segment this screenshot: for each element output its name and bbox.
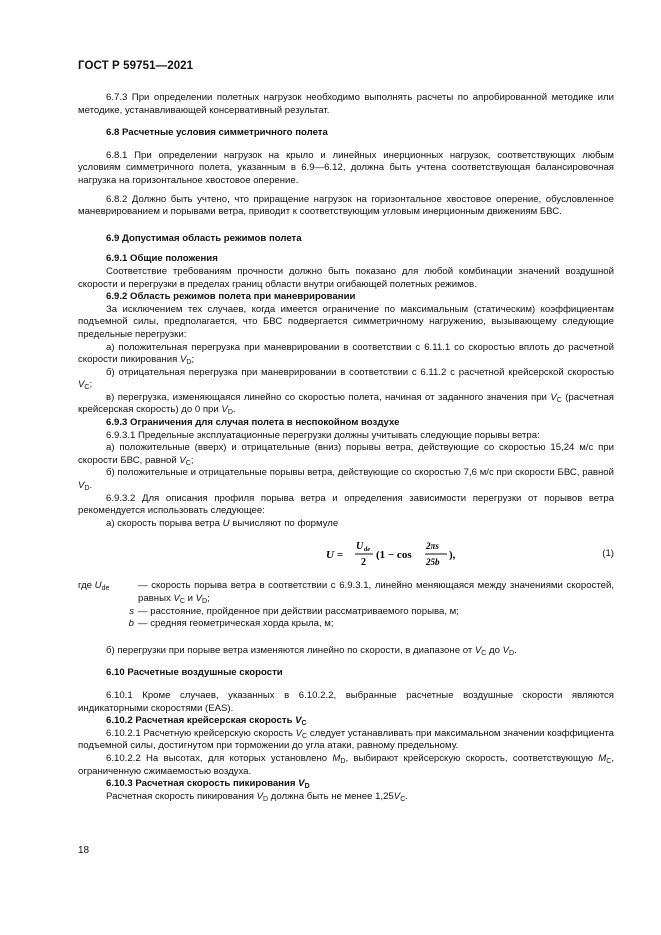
document-header: ГОСТ Р 59751—2021: [78, 60, 194, 72]
formula-num-sub: de: [364, 546, 371, 554]
para-6-10-2-2: 6.10.2.2 На высотах, для которых установлено $M_D$, выбирают крейсерскую скорость, соответствующую $M_C$, ограниченную сжимаемостью воздуха.: [78, 752, 614, 777]
where-block: [78, 580, 614, 630]
formula-1: [78, 536, 614, 572]
formula-inner-num: 2πs: [426, 541, 439, 552]
para-6-8-2: 6.8.2 Должно быть учтено, что приращение нагрузок на горизонтальное хвостовое оперение, обусловленное маневрированием и порывами ветра, приводит к соответствующим угловым инерционным движениям БВС.: [78, 193, 614, 218]
list-item-6-9-2-b: б) отрицательная перегрузка при маневрировании в соответствии с 6.11.2 с расчетной крейсерской скоростью $V_C$;: [78, 366, 614, 392]
heading-6-10-2: 6.10.2 Расчетная крейсерская скорость $V_C$: [106, 715, 307, 728]
list-item-6-9-3-1-b: б) положительные и отрицательные порывы ветра, действующие со скоростью 7,6 м/с при скорости БВС, равной $V_D$.: [78, 467, 614, 493]
formula-den: 2: [361, 557, 366, 569]
formula-num: U: [356, 541, 364, 553]
where-row-ude: где $U_{de}$ — скорость порыва ветра в соответствии с 6.9.3.1, линейно меняющаяся между значениями скоростей, равных $V_C$ и $V_D$;: [78, 580, 614, 605]
list-item-6-9-3-2-a: а) скорость порыва ветра U вычисляют по формуле: [106, 517, 339, 529]
formula-lhs: U =: [326, 549, 343, 562]
page-number: 18: [78, 845, 90, 856]
heading-6-10-3: 6.10.3 Расчетная скорость пикирования $V_D$: [106, 778, 310, 791]
formula-inner-den: 25b: [426, 557, 440, 568]
formula-open: (1 − cos: [376, 549, 412, 562]
formula-close: ),: [449, 549, 456, 562]
heading-6-10: 6.10 Расчетные воздушные скорости: [106, 667, 283, 679]
gust-formula: [326, 536, 486, 572]
where-row-b: b — средняя геометрическая хорда крыла, м;: [128, 618, 334, 630]
para-6-10-2-1: 6.10.2.1 Расчетную крейсерскую скорость $V_C$ следует устанавливать при максимальном значении коэффициента подъемной силы, достигнутом при торможении до угла атаки, равному предельному.: [78, 727, 615, 752]
where-row-s: s — расстояние, пройденное при действии рассматриваемого порыва, м;: [129, 605, 459, 617]
para-6-9-1: Соответствие требованиям прочности должно быть показано для любой комбинации значений воздушной скорости и перегрузки в пределах границ области внутри огибающей полетных режимов.: [78, 265, 614, 290]
list-item-6-9-3-1-a: а) положительные (вверх) и отрицательные (вниз) порывы ветра, действующие со скоростью 15,24 м/с при скорости БВС, равной $V_C$;: [78, 442, 614, 467]
document-body: [78, 92, 614, 803]
para-6-9-3-1: 6.9.3.1 Предельные эксплуатационные перегрузки должны учитывать следующие порывы ветра:: [106, 429, 540, 441]
heading-6-9-2: 6.9.2 Область режимов полета при маневрировании: [106, 291, 356, 303]
formula-number: (1): [602, 548, 614, 560]
heading-6-9-3: 6.9.3 Ограничения для случая полета в неспокойном воздухе: [106, 417, 400, 429]
para-6-7-3: 6.7.3 При определении полетных нагрузок необходимо выполнять расчеты по апробированной методике или методике, устанавливающей консервативный результат.: [78, 92, 614, 116]
heading-6-9-1: 6.9.1 Общие положения: [106, 253, 218, 265]
list-item-6-9-2-c: в) перегрузка, изменяющаяся линейно со скоростью полета, начиная от заданного значения при $V_C$ (расчетная крейсерская скорость) до 0 при $V_D$.: [78, 391, 614, 417]
list-item-6-9-3-2-b: б) перегрузки при порыве ветра изменяются линейно по скорости, в диапазоне от $V_C$ до $V_D$.: [106, 644, 517, 657]
para-6-10-3: Расчетная скорость пикирования $V_D$ должна быть не менее $1,25V_C$.: [106, 790, 408, 803]
para-6-8-1: 6.8.1 При определении нагрузок на крыло и линейных инерционных нагрузок, соответствующих любым условиям симметричного полета, указанным в 6.9—6.12, должна быть учтена соответствующая балансировочная нагрузка на горизонтальное хвостовое оперение.: [78, 149, 614, 186]
para-6-9-2: За исключением тех случаев, когда имеется ограничение по максимальным (статическим) коэффициентам подъемной силы, предполагается, что БВС подвергается симметричному нагружению, вызывающему следующие предельные перегрузки:: [78, 303, 614, 340]
para-6-10-1: 6.10.1 Кроме случаев, указанных в 6.10.2.2, выбранные расчетные воздушные скорости являются индикаторными скоростями (EAS).: [78, 689, 614, 714]
heading-6-9: 6.9 Допустимая область режимов полета: [106, 232, 302, 244]
list-item-6-9-2-a: а) положительная перегрузка при маневрировании в соответствии с 6.11.1 со скоростью вплоть до расчетной скорости пикирования $V_D$;: [78, 341, 614, 367]
para-6-9-3-2: 6.9.3.2 Для описания профиля порыва ветра и определения зависимости перегрузки от порывов ветра рекомендуется использовать следующее:: [78, 492, 614, 517]
heading-6-8: 6.8 Расчетные условия симметричного полета: [106, 127, 328, 139]
